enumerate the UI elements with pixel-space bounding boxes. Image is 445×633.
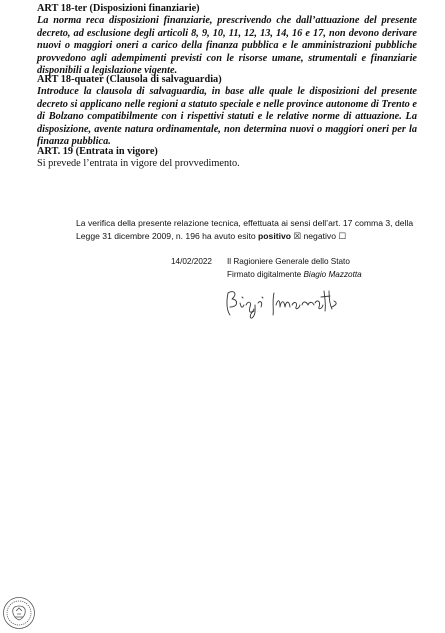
article-number: ART. 19 [37, 146, 74, 157]
article-18-quater [37, 74, 417, 148]
handwritten-signature [222, 285, 342, 319]
article-number: ART 18-ter [37, 3, 87, 14]
positive-label: positivo [258, 230, 291, 241]
verification-text: La verifica della presente relazione tecnica, effettuata ai sensi dell’art. 17 comma 3, della Legge 31 dicembre 2009, n. 196 ha avuto esito [76, 218, 414, 241]
article-body: Introduce la clausola di salvaguardia, in base alle quale le disposizioni del presente decreto si applicano nelle regioni a statuto speciale e nelle province autonome di Trento e di Bolzano compatibilmente con i rispettivi statuti e le relative norme di attuazione. La disposizione, avente natura ordinamentale, non determina nuovi o maggiori oneri per la finanza pubblica. [37, 86, 417, 148]
signer-name: Biagio Mazzotta [303, 269, 362, 279]
article-title: (Disposizioni finanziarie) [89, 3, 200, 14]
article-body: La norma reca disposizioni finanziarie, prescrivendo che dall’attuazione del presente decreto, ad esclusione degli articoli 8, 9, 10, 11, 12, 13, 14, 16 e 17, non devono derivare nuovi o maggiori oneri a carico della finanza pubblica e le amministrazioni pubbliche provvedono agli adempimenti previsti con le risorse umane, strumentali e finanziarie disponibili a legislazione vigente. [37, 15, 417, 77]
article-heading [37, 3, 417, 15]
signer-role: Il Ragioniere Generale dello Stato [227, 257, 350, 266]
article-19 [37, 146, 417, 171]
positive-checkbox: ☒ [293, 230, 302, 241]
article-title: (Clausola di salvaguardia) [106, 74, 222, 85]
signature-date: 14/02/2022 [171, 257, 212, 266]
article-heading [37, 74, 417, 86]
article-18-ter [37, 3, 417, 77]
negative-checkbox: ☐ [338, 230, 347, 241]
signed-prefix: Firmato digitalmente [227, 269, 302, 279]
article-body: Si prevede l’entrata in vigore del provvedimento. [37, 158, 240, 170]
verification-statement [76, 217, 432, 242]
negative-label: negativo [303, 230, 336, 241]
digital-signature-line [227, 269, 362, 282]
article-heading [37, 146, 417, 158]
article-number: ART 18-quater [37, 74, 104, 85]
article-title: (Entrata in vigore) [75, 146, 158, 157]
seal-icon [2, 596, 36, 630]
